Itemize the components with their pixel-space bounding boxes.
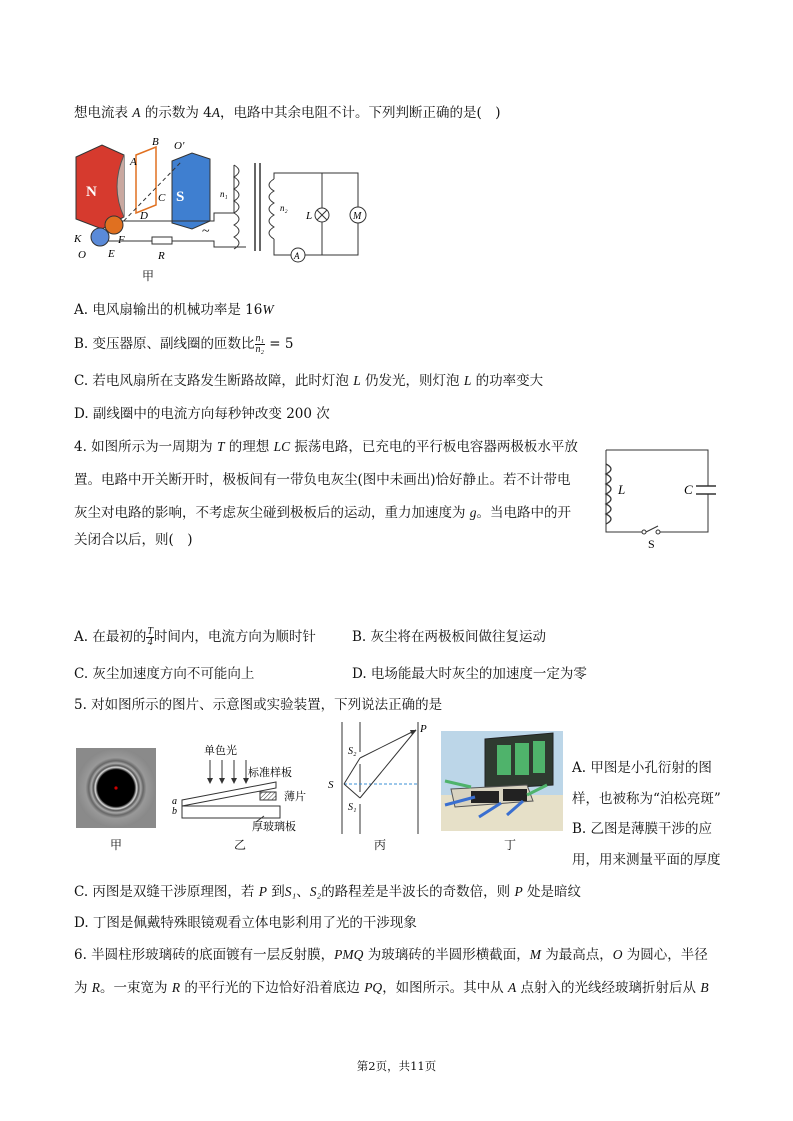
caption-yi: 乙 — [233, 838, 246, 852]
q3-ratio-fraction: $\frac{\text{n₁}}{\text{n₂}}$ — [255, 333, 264, 355]
q3-intro-line: 想电流表 A 的示数为 4A，电路中其余电阻不计。下列判断正确的是( ) — [74, 105, 501, 121]
q5-option-c: C. 丙图是双缝干涉原理图，若 P 到S₁、S₂的路程差是半波长的奇数倍，则 P 处是暗纹 — [74, 884, 582, 900]
lc-circuit-figure — [596, 440, 716, 552]
label-E: E — [108, 248, 115, 260]
label-K: K — [74, 233, 82, 245]
double-slit-figure — [322, 722, 432, 834]
q5-option-a-line1: A. 甲图是小孔衍射的图 — [572, 760, 712, 776]
q6-stem-line2: 为 R。一束宽为 R 的平行光的下边恰好沿着底边 PQ，如图所示。其中从 A 点射入的光线经玻璃折射后从 B — [74, 980, 709, 996]
q5-option-a-line2: 样，也被称为“泊松亮斑” — [572, 791, 721, 807]
label-S2: S₂ — [348, 746, 357, 757]
q3-option-a: A. 电风扇输出的机械功率是 16W — [74, 302, 274, 318]
label-sheet: 薄片 — [284, 791, 306, 803]
label-C: C — [158, 192, 166, 204]
label-thick-glass: 厚玻璃板 — [252, 821, 296, 833]
page-footer: 第2页，共11页 — [356, 1059, 437, 1073]
label-Oprime: O' — [174, 140, 185, 152]
label-S: S — [176, 189, 185, 205]
label-P: P — [420, 723, 427, 735]
q3-option-b: B. 变压器原、副线圈的匝数比 $\frac{\text{n₁}}{\text{n₂}}$ = 5 — [74, 333, 294, 355]
q5-option-d: D. 丁图是佩戴特殊眼镜观看立体电影利用了光的干涉现象 — [74, 915, 417, 931]
label-a: a — [172, 796, 177, 807]
q3-option-d: D. 副线圈中的电流方向每秒钟改变 200 次 — [74, 406, 330, 422]
label-F: F — [118, 234, 125, 246]
label-B: B — [152, 136, 159, 148]
q5-option-b-line2: 用，用来测量平面的厚度 — [572, 852, 721, 868]
label-M: M — [353, 211, 362, 222]
q4-stem-line1: 4. 如图所示为一周期为 T 的理想 LC 振荡电路，已充电的平行板电容器两极板水平放 — [74, 439, 578, 455]
label-R: R — [158, 250, 165, 262]
label-N: N — [86, 184, 97, 200]
caption-jia: 甲 — [109, 838, 122, 852]
label-O: O — [78, 249, 86, 261]
q4-option-c: C. 灰尘加速度方向不可能向上 — [74, 666, 255, 682]
label-b: b — [172, 806, 177, 817]
sheet — [260, 792, 276, 800]
q4-stem-line3: 灰尘对电路的影响，不考虑灰尘碰到极板后的运动，重力加速度为 g。当电路中的开 — [74, 505, 572, 521]
label-monochrome-light: 单色光 — [204, 745, 237, 757]
3d-glasses-figure — [441, 731, 563, 831]
label-tilde: ~ — [202, 224, 210, 239]
label-standard-plate: 标准样板 — [248, 767, 292, 779]
label-n1: n₁ — [220, 189, 228, 199]
label-S: S — [648, 537, 655, 551]
q4-option-d: D. 电场能最大时灰尘的加速度一定为零 — [352, 666, 587, 682]
thin-film-figure — [168, 742, 316, 836]
q5-option-b-line1: B. 乙图是薄膜干涉的应 — [572, 821, 713, 837]
q6-stem-line1: 6. 半圆柱形玻璃砖的底面镀有一层反射膜，PMQ 为玻璃砖的半圆形横截面，M 为最高点，O 为圆心，半径 — [74, 947, 708, 963]
q4-stem-line2: 置。电路中开关断开时，极板间有一带负电灰尘(图中未画出)恰好静止。若不计带电 — [74, 472, 571, 488]
label-S1: S₁ — [348, 802, 357, 813]
generator-transformer-figure — [74, 135, 374, 283]
q3-option-c: C. 若电风扇所在支路发生断路故障，此时灯泡 L 仍发光，则灯泡 L 的功率变大 — [74, 373, 544, 389]
label-L: L — [306, 210, 313, 222]
caption-bing: 丙 — [373, 838, 386, 852]
label-n2: n₂ — [280, 203, 288, 213]
label-D: D — [140, 210, 148, 222]
caption-ding: 丁 — [503, 838, 516, 852]
label-C: C — [684, 482, 693, 497]
q4-option-a: A. 在最初的 $\frac{T}{4}$ 时间内，电流方向为顺时针 — [74, 626, 316, 648]
q4-stem-line4: 关闭合以后，则( ) — [74, 532, 193, 548]
poisson-spot-figure — [76, 748, 156, 828]
label-S: S — [328, 779, 334, 791]
resistor-R — [152, 237, 172, 244]
q4-option-b: B. 灰尘将在两极板间做往复运动 — [352, 629, 547, 645]
q4-quarter-period-fraction: $\frac{T}{4}$ — [147, 626, 153, 648]
label-A: A — [130, 156, 137, 168]
inductor-L — [606, 464, 611, 524]
q5-stem: 5. 对如图所示的图片、示意图或实验装置，下列说法正确的是 — [74, 697, 443, 713]
q3-figure-caption: 甲 — [141, 269, 154, 283]
label-L: L — [618, 482, 626, 497]
label-meter: A — [294, 251, 300, 261]
